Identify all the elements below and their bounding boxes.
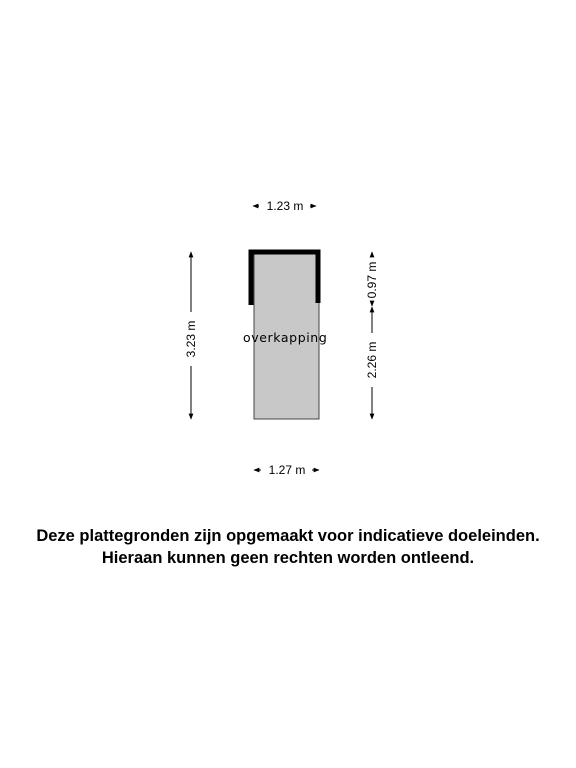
- dimension-left-height: [184, 252, 198, 419]
- svg-text:2.26 m: 2.26 m: [365, 341, 379, 379]
- dimension-top-width: [253, 199, 316, 213]
- disclaimer-line-1: Deze plattegronden zijn opgemaakt voor indicatieve doeleinden.: [36, 527, 540, 545]
- room-label: overkapping: [243, 330, 328, 345]
- dimension-right-lower: [365, 307, 379, 419]
- dimension-bottom-width: [254, 463, 319, 477]
- svg-text:0.97 m: 0.97 m: [365, 261, 379, 299]
- svg-text:1.27 m: 1.27 m: [268, 463, 306, 477]
- svg-text:1.23 m: 1.23 m: [266, 199, 304, 213]
- dimension-right-upper: [365, 252, 379, 306]
- disclaimer-line-2: Hieraan kunnen geen rechten worden ontleend.: [101, 549, 475, 567]
- svg-text:3.23 m: 3.23 m: [184, 320, 198, 358]
